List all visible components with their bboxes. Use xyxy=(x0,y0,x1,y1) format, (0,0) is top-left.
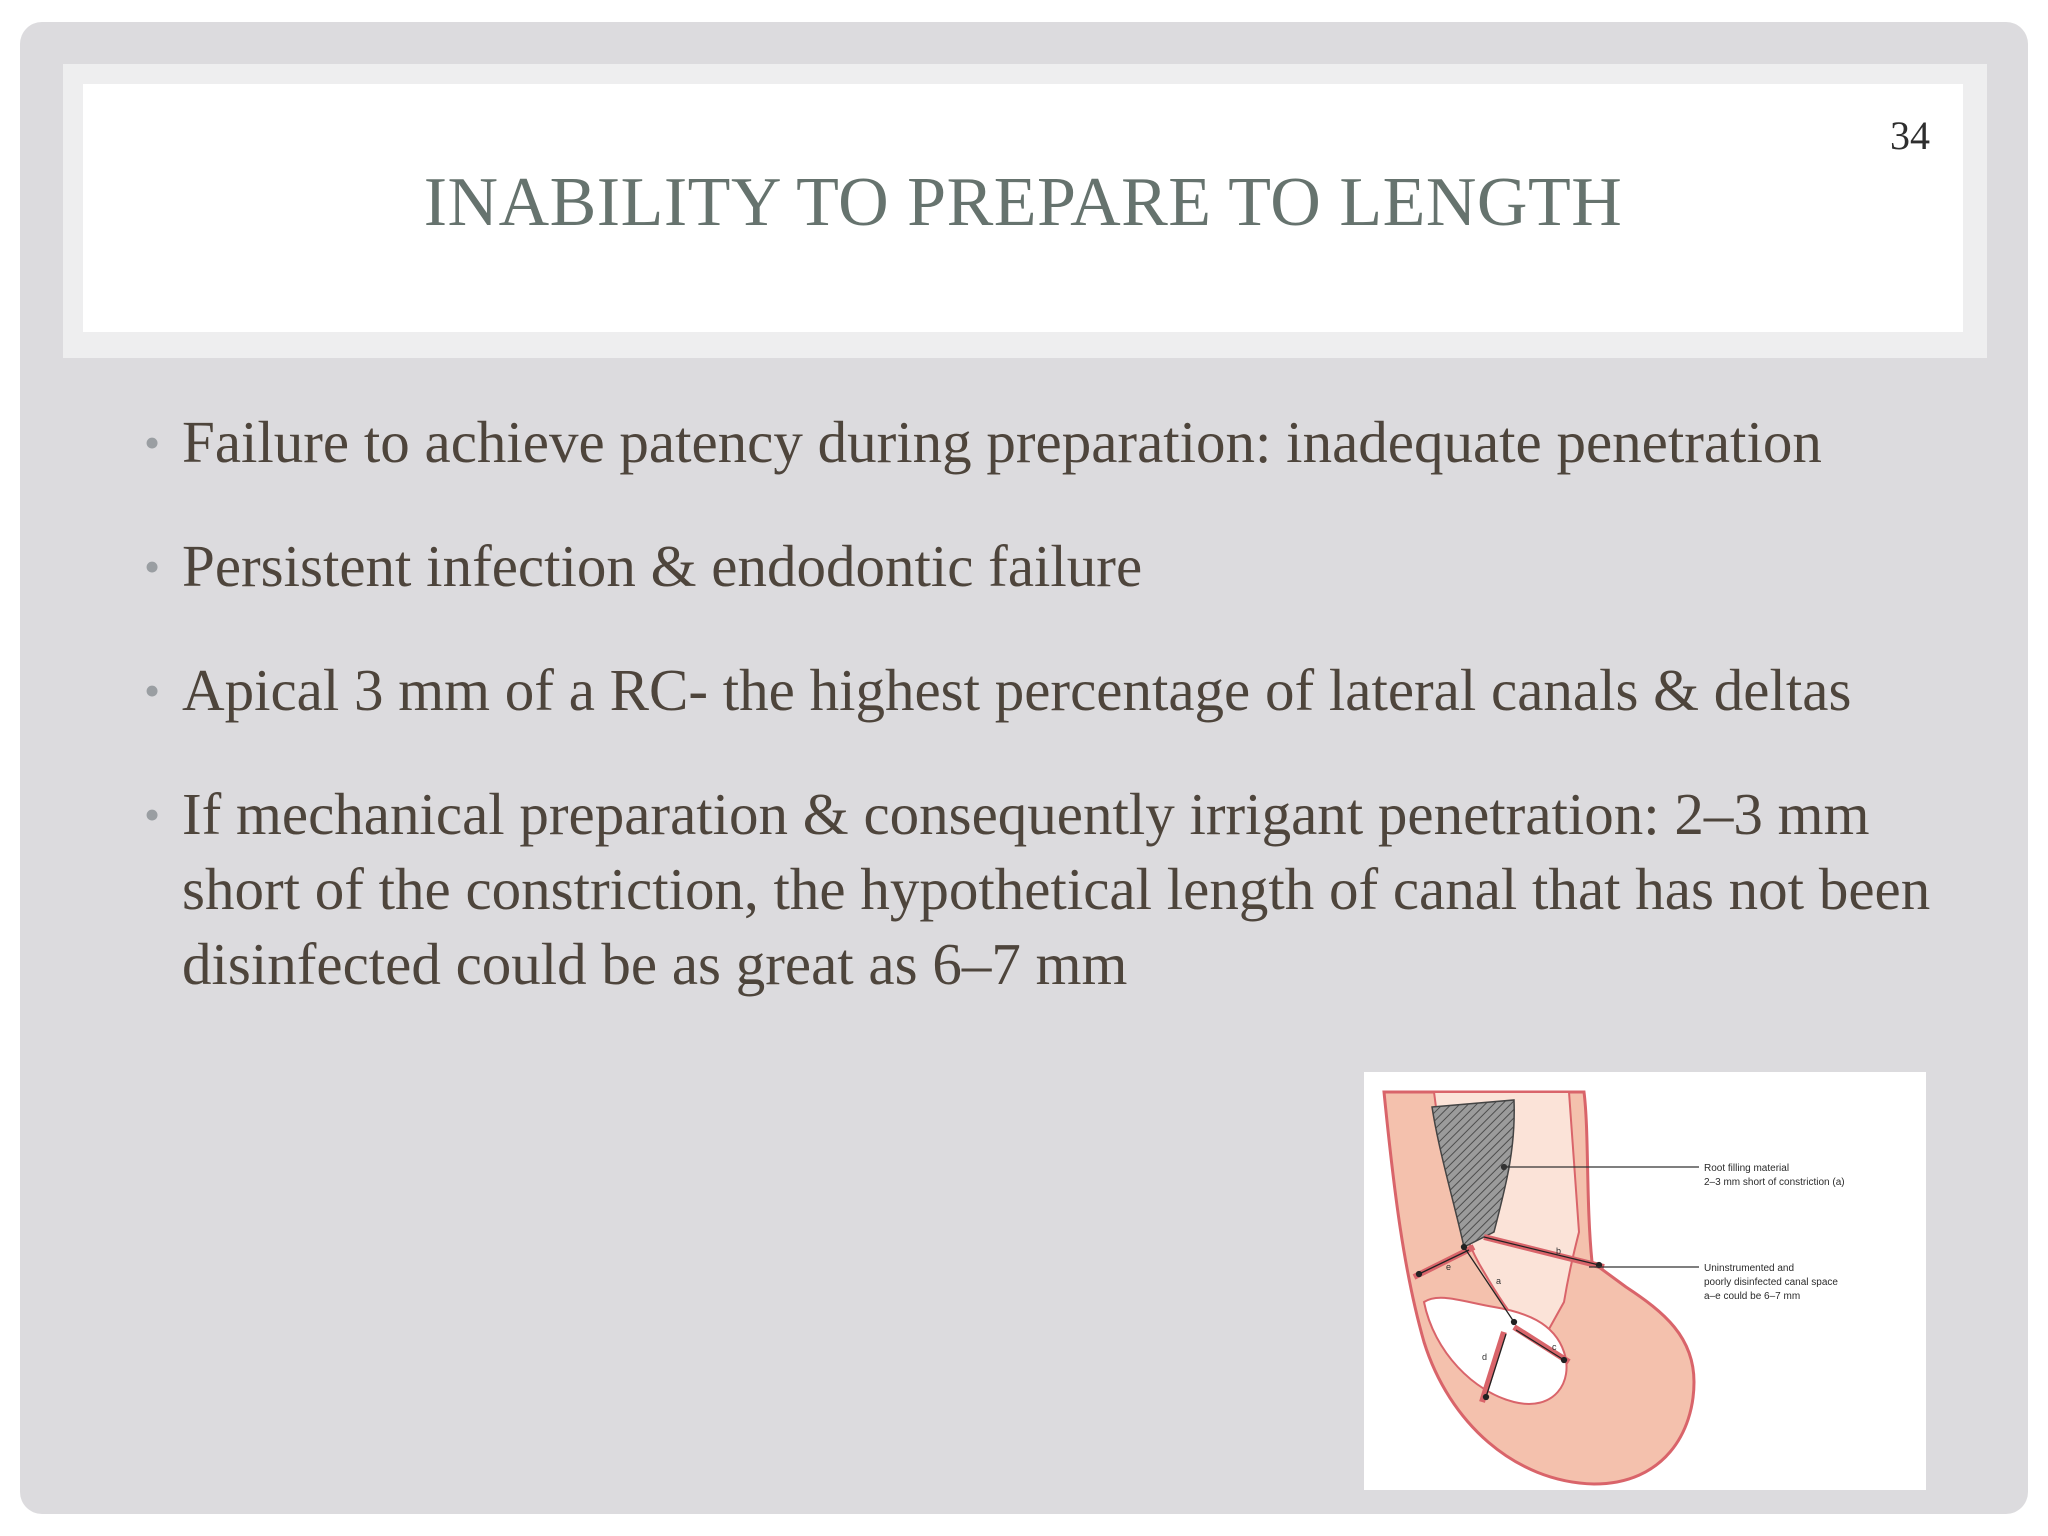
bullet-list xyxy=(140,405,1940,1051)
letter-a: a xyxy=(1496,1276,1502,1286)
slide-number: 34 xyxy=(1890,113,1930,158)
label-uninstrumented: Uninstrumented and xyxy=(1704,1263,1795,1274)
letter-b: b xyxy=(1556,1246,1562,1256)
letter-c: c xyxy=(1552,1342,1557,1352)
bullet-dot-icon: • xyxy=(144,665,161,716)
letter-d: d xyxy=(1482,1352,1488,1362)
bullet-item xyxy=(140,529,1940,604)
bullet-text: If mechanical preparation & consequently irrigant penetration: 2–3 mm short of the constriction, the hypothetical length of canal that has not been disinfected could be as great as 6–7 mm xyxy=(182,781,1931,997)
label-root-filling: Root filling material xyxy=(1704,1163,1790,1174)
bullet-item xyxy=(140,405,1940,480)
bullet-item xyxy=(140,777,1940,1002)
slide-title: INABILITY TO PREPARE TO LENGTH xyxy=(423,164,1623,241)
bullet-dot-icon: • xyxy=(144,541,161,592)
bullet-item xyxy=(140,653,1940,728)
bullet-dot-icon: • xyxy=(144,417,161,468)
root-canal-diagram xyxy=(1364,1072,1926,1490)
bullet-text: Apical 3 mm of a RC- the highest percentage of lateral canals & deltas xyxy=(182,657,1852,723)
letter-e: e xyxy=(1446,1262,1452,1272)
bullet-text: Failure to achieve patency during preparation: inadequate penetration xyxy=(182,409,1822,475)
label-poorly-disinfected: poorly disinfected canal space xyxy=(1704,1277,1838,1288)
bullet-text: Persistent infection & endodontic failure xyxy=(182,533,1143,599)
label-short-of-constriction: 2–3 mm short of constriction (a) xyxy=(1704,1177,1845,1188)
label-length: a–e could be 6–7 mm xyxy=(1704,1291,1801,1302)
bullet-dot-icon: • xyxy=(144,789,161,840)
root-canal-diagram-svg xyxy=(1364,1072,1926,1490)
